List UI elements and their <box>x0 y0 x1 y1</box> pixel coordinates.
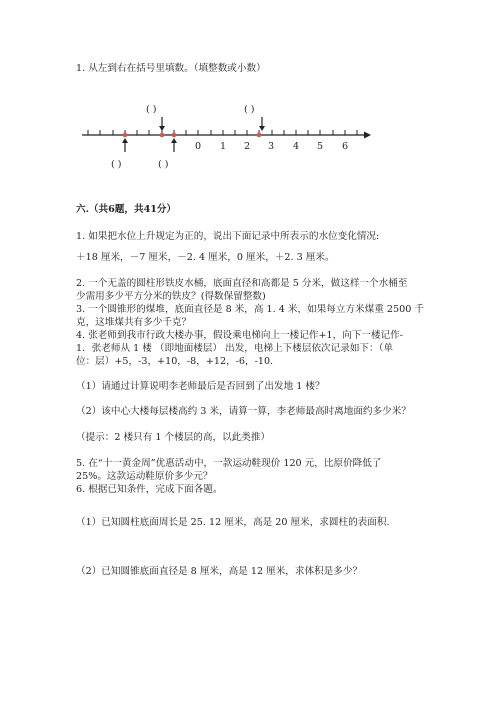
problem-2-line-2: 少需用多少平方分米的铁皮？(得数保留整数) <box>76 291 266 302</box>
down-arrow-icon <box>159 117 165 131</box>
problem-6-sub-2: （2）已知圆锥底面直径是 8 厘米，高是 12 厘米，求体积是多少？ <box>76 566 363 577</box>
problem-6-sub-1: （1）已知圆柱底面周长是 25. 12 厘米，高是 20 厘米，求圆柱的表面积. <box>76 517 390 528</box>
problem-2-line-1: 2. 一个无盖的圆柱形铁皮水桶，底面直径和高都是 5 分米，做这样一个水桶至 <box>76 278 408 289</box>
problem-3-line-1: 3. 一个圆锥形的煤堆，底面直径是 8 米，高 1. 4 米，如果每立方米煤重 2500 千 <box>76 304 424 315</box>
up-arrow-icon <box>122 138 128 152</box>
number-line-ticks <box>88 130 357 135</box>
problem-4-line-1: 4. 张老师到我市行政大楼办事，假设乘电梯向上一楼记作+1，向下一楼记作- <box>76 330 403 341</box>
tick-label-3: 3 <box>268 141 275 152</box>
problem-5-line-1: 5. 在“十一黄金周”优惠活动中，一款运动鞋现价 120 元，比原价降低了 <box>76 458 382 469</box>
answer-blank-top-right[interactable]: ( ) <box>244 104 255 115</box>
answer-blank-bottom-left[interactable]: ( ) <box>111 159 122 170</box>
tick-label-6: 6 <box>342 141 349 152</box>
tick-label-4: 4 <box>293 141 300 152</box>
problem-4-line-2: 1．张老师从 1 楼 （即地面楼层） 出发，电梯上下楼层依次记录如下：（单 <box>76 343 394 354</box>
q1-title: 1. 从左到右在括号里填数。（填整数或小数） <box>76 63 266 74</box>
problem-4-sub-2: （2）该中心大楼每层楼高约 3 米，请算一算，李老师最高时离地面约多少米？ <box>76 406 411 417</box>
problem-5-line-2: 25%。这款运动鞋原价多少元？ <box>76 471 213 482</box>
problem-1-text: 1. 如果把水位上升规定为正的，说出下面记录中所表示的水位变化情况: <box>76 231 380 242</box>
answer-blank-top-left[interactable]: ( ) <box>146 104 157 115</box>
problem-4-sub-1: （1）请通过计算说明李老师最后是否回到了出发地 1 楼？ <box>76 381 325 392</box>
down-arrow-icon <box>259 117 265 131</box>
tick-label-1: 1 <box>220 141 227 152</box>
number-line-arrow <box>364 132 371 139</box>
problem-6-text: 6. 根据已知条件，完成下面各题。 <box>76 484 223 495</box>
answer-blank-bottom-right[interactable]: ( ) <box>158 159 169 170</box>
up-arrow-icon <box>171 138 177 152</box>
problem-4-hint: （提示：2 楼只有 1 个楼层的高，以此类推） <box>76 432 271 443</box>
section-heading: 六.（共6题，共41分） <box>76 204 177 215</box>
tick-label-0: 0 <box>195 141 202 152</box>
tick-label-2: 2 <box>244 141 251 152</box>
problem-1-values: ＋18 厘米，－7 厘米，－2. 4 厘米，0 厘米，＋2. 3 厘米。 <box>76 252 335 263</box>
tick-label-5: 5 <box>317 141 324 152</box>
problem-3-line-2: 克，这堆煤共有多少千克？ <box>76 317 192 328</box>
problem-4-line-3: 位：层）+5，-3，+10，-8，+12，-6，-10. <box>76 356 274 367</box>
